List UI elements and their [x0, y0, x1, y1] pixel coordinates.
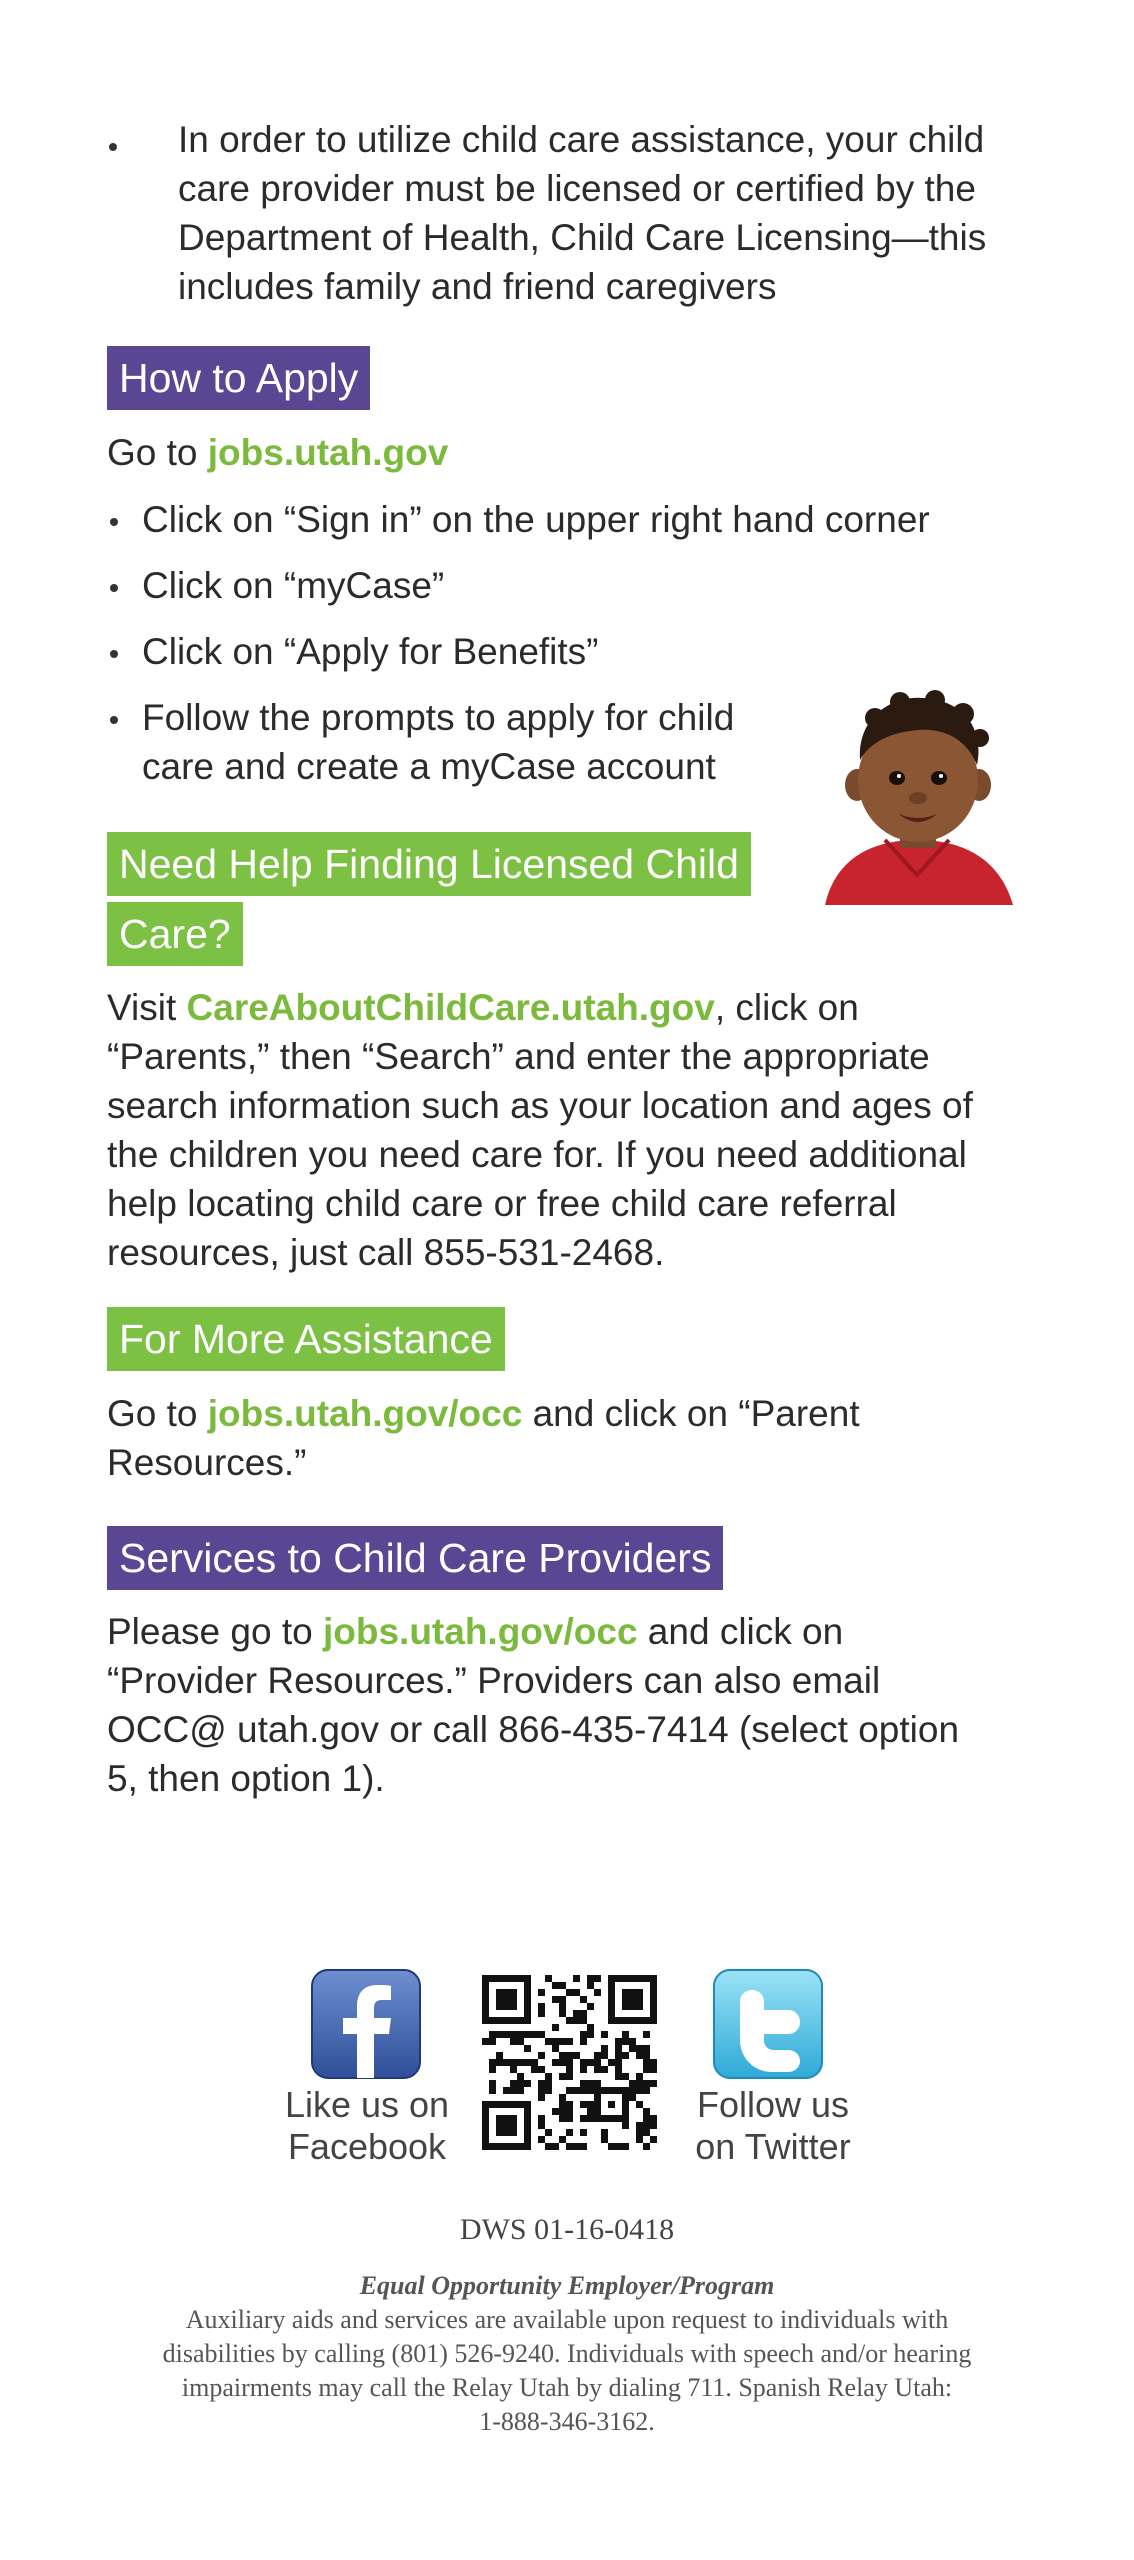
footer-line-2: disabilities by calling (801) 526-9240. Individuals with speech and/or hearing [162, 2339, 972, 2368]
twitter-label-line1: Follow us [696, 2084, 850, 2125]
step-4: Follow the prompts to apply for child care and create a myCase account [142, 697, 735, 787]
step-1: Click on “Sign in” on the upper right hand corner [142, 499, 930, 540]
step-dot [110, 716, 118, 724]
equal-opportunity: Equal Opportunity Employer/Program [359, 2271, 775, 2300]
find-care-heading-line2: Care? [107, 902, 243, 966]
twitter-label-line2: on Twitter [695, 2126, 851, 2167]
more-assistance-prefix: Go to [107, 1393, 208, 1434]
go-to-prefix: Go to [107, 432, 208, 473]
facebook-icon[interactable] [310, 1968, 422, 2080]
how-to-apply-go-to [107, 428, 448, 477]
more-assistance-paragraph [107, 1389, 1007, 1487]
how-to-apply-heading: How to Apply [107, 346, 370, 410]
baby-photo [815, 690, 1020, 905]
find-care-heading-line1: Need Help Finding Licensed Child [107, 832, 751, 896]
intro-bullet-text: In order to utilize child care assistance, your child care provider must be licensed or certified by the Department of Health, Child Care Licensing—this includes family and friend caregivers [178, 119, 987, 307]
footer-line-3: impairments may call the Relay Utah by dialing 711. Spanish Relay Utah: [181, 2373, 953, 2402]
providers-text: and click on “Provider Resources.” Providers can also email OCC@ utah.gov or call 866-435-7414 (select option 5, then option 1). [107, 1611, 960, 1799]
find-care-text: , click on “Parents,” then “Search” and enter the appropriate search information such as your location and ages of the children you need care for. If you need additional help locating child care or free child care referral resources, just call 855-531-2468. [107, 987, 973, 1273]
jobs-utah-occ-link[interactable]: jobs.utah.gov/occ [207, 1393, 523, 1434]
intro-bullet-dot [109, 143, 117, 151]
step-3: Click on “Apply for Benefits” [142, 631, 599, 672]
visit-prefix: Visit [107, 987, 187, 1028]
twitter-icon[interactable] [712, 1968, 824, 2080]
step-2: Click on “myCase” [142, 565, 445, 606]
footer-line-4: 1-888-346-3162. [479, 2407, 655, 2436]
jobs-utah-occ-provider-link[interactable]: jobs.utah.gov/occ [322, 1611, 638, 1652]
more-assistance-heading: For More Assistance [107, 1307, 505, 1371]
providers-paragraph [107, 1607, 987, 1803]
qr-code[interactable] [482, 1975, 657, 2150]
document-code: DWS 01-16-0418 [459, 2213, 675, 2246]
step-dot [110, 650, 118, 658]
care-about-child-care-link[interactable]: CareAboutChildCare.utah.gov [186, 987, 715, 1028]
step-dot [110, 584, 118, 592]
more-assistance-text: and click on “Parent Resources.” [107, 1393, 860, 1483]
find-care-paragraph [107, 983, 1017, 1277]
twitter-label[interactable] [668, 2084, 878, 2168]
footer-line-1: Auxiliary aids and services are available upon request to individuals with [185, 2305, 949, 2334]
jobs-utah-link[interactable]: jobs.utah.gov [207, 432, 449, 473]
step-dot [110, 518, 118, 526]
facebook-label[interactable] [262, 2084, 472, 2168]
facebook-label-line2: Facebook [287, 2126, 447, 2167]
facebook-label-line1: Like us on [284, 2084, 450, 2125]
providers-prefix: Please go to [107, 1611, 323, 1652]
providers-heading: Services to Child Care Providers [107, 1526, 723, 1590]
